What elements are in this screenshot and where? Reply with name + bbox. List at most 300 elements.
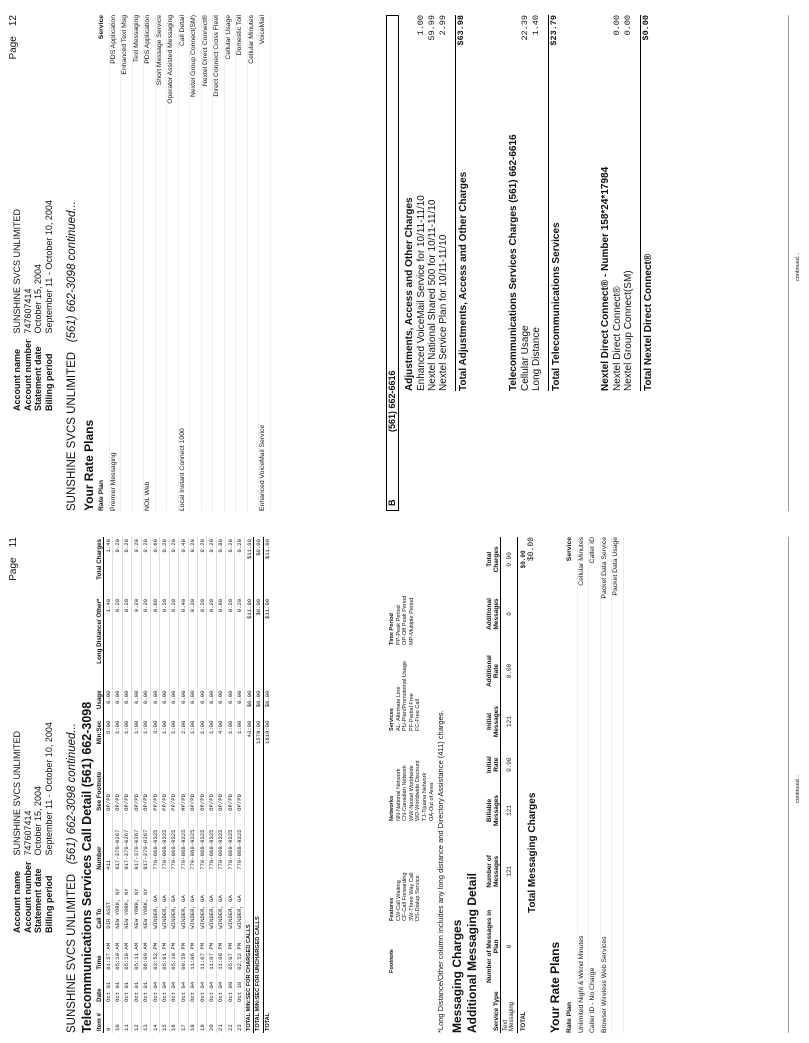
call-column-header: Total Charges xyxy=(96,537,104,597)
call-cell: 1:00 xyxy=(197,719,206,756)
call-total-row xyxy=(254,537,263,1033)
call-cell: 0.20 xyxy=(188,597,197,689)
call-cell: OP/PD xyxy=(188,755,197,812)
telecom-section xyxy=(508,15,565,391)
rate-plans-table xyxy=(98,15,271,511)
call-total-label: TOTAL xyxy=(263,755,272,1033)
charge-amount: 59.99 xyxy=(427,15,437,41)
header-label: Account number xyxy=(22,861,33,933)
messaging-column-header: Billable Messages xyxy=(486,782,501,839)
rate-plan-service: Call Detail xyxy=(178,15,186,46)
account-name: SUNSHINE SVCS UNLIMITED xyxy=(12,730,22,856)
call-cell: Oct 01 xyxy=(122,972,131,1004)
call-cell: 01:57 AM xyxy=(104,931,113,972)
call-cell: Oct 04 xyxy=(188,972,197,1004)
call-row xyxy=(122,537,131,1033)
rate-plan-row xyxy=(167,15,179,511)
call-cell: WINDER, GA xyxy=(169,872,178,931)
call-cell: 0.20 xyxy=(226,597,235,689)
call-cell: 0.20 xyxy=(207,537,216,597)
legend-item: WD-Worldwide Discount xyxy=(415,760,422,821)
call-total-ld: $11.00 xyxy=(263,597,272,689)
call-cell: 0.00 xyxy=(141,688,150,718)
call-cell: Oct 10 xyxy=(235,972,244,1004)
call-cell: 22 xyxy=(226,1004,235,1033)
call-cell: 0.00 xyxy=(104,688,113,718)
additional-messaging-title: Additional Messaging Detail xyxy=(465,872,479,1033)
charge-line xyxy=(438,15,449,391)
call-total-row xyxy=(244,537,253,1033)
rate-plan-row xyxy=(248,15,260,511)
call-cell: NEW YORK, NY xyxy=(113,872,122,931)
rate-plans-header xyxy=(98,15,110,511)
legend-item: TJ-Tijuana Network xyxy=(421,772,428,821)
continued-line: (561) 662-3098 continued... xyxy=(66,723,78,865)
call-cell: 917-370-0267 xyxy=(141,813,150,872)
call-cell: 770-868-9325 xyxy=(207,813,216,872)
call-cell: 0.20 xyxy=(226,537,235,597)
call-cell: 0.00 xyxy=(132,688,141,718)
legend-item: OP-Off Peak Period xyxy=(402,595,409,645)
messaging-cell: 121 xyxy=(505,716,513,727)
call-total-total: $11.00 xyxy=(244,537,253,597)
call-cell: OP/PD xyxy=(113,755,122,812)
call-cell: Oct 04 xyxy=(216,972,225,1004)
charge-amount: 2.99 xyxy=(438,15,448,36)
continued-marker: continued... xyxy=(795,252,801,281)
call-total-total: $11.00 xyxy=(263,537,272,597)
charge-amount: 1.00 xyxy=(416,15,426,36)
rate-plan-row xyxy=(190,15,202,511)
call-cell: WINDER, GA xyxy=(179,872,188,931)
legend-item: NN-National Network xyxy=(395,768,402,821)
total-messaging-value: $0.00 xyxy=(527,537,536,562)
call-cell: Oct 04 xyxy=(207,972,216,1004)
services-title: Services xyxy=(389,707,395,731)
call-total-label: TOTAL MIN:SEC FOR CHARGED CALLS xyxy=(244,755,253,1033)
call-cell: 0.20 xyxy=(235,537,244,597)
rate-plan-row xyxy=(589,537,601,1033)
call-cell: 0.20 xyxy=(197,537,206,597)
legend-item: PU-Plan/Promotional Usage xyxy=(402,661,409,731)
call-column-header: Long Distance/ Other* xyxy=(96,597,104,689)
page-number-value: 12 xyxy=(8,15,19,27)
call-row xyxy=(132,537,141,1033)
call-row xyxy=(104,537,113,1033)
call-cell: Oct 04 xyxy=(169,972,178,1004)
rate-plan-row xyxy=(225,15,237,511)
rate-plan-service: Operator Assisted Messaging xyxy=(167,15,174,104)
statement-date: October 15, 2004 xyxy=(33,785,43,856)
call-cell: PP/PD xyxy=(150,755,159,812)
call-cell: 0.80 xyxy=(216,597,225,689)
rate-plans-title: Your Rate Plans xyxy=(548,941,562,1033)
charge-label: Nextel National Shared 500 for 10/11-11/10 xyxy=(427,199,438,391)
long-distance-note: *Long Distance/Other column includes any long distance and Directory Assistance (411) charges. xyxy=(436,710,445,1033)
call-cell: 11 xyxy=(122,1004,131,1033)
call-cell: 1.40 xyxy=(104,597,113,689)
call-cell: 12 xyxy=(132,1004,141,1033)
rate-plan-row xyxy=(578,537,590,1033)
call-total-label: TOTAL MIN:SEC FOR UNCHARGED CALLS xyxy=(254,755,263,1033)
rate-plan-service: Nextel Direct Connect® xyxy=(201,15,209,87)
messaging-column-header: Total Charges xyxy=(486,537,501,582)
services-legend xyxy=(389,661,422,731)
charge-line xyxy=(531,15,542,391)
call-cell: 11:06 PM xyxy=(188,931,197,972)
call-cell: 0.20 xyxy=(141,597,150,689)
charge-amount: 0.00 xyxy=(623,15,633,36)
call-cell: 1:00 xyxy=(160,719,169,756)
call-cell: 21 xyxy=(216,1004,225,1033)
account-header xyxy=(12,194,54,411)
call-row xyxy=(169,537,178,1033)
call-cell: 0.20 xyxy=(169,537,178,597)
call-cell: 4:00 xyxy=(216,719,225,756)
continued-line: (561) 662-3098 continued... xyxy=(66,201,78,343)
call-total-usage: $0.00 xyxy=(254,688,263,718)
call-cell: 0.20 xyxy=(132,597,141,689)
call-row xyxy=(197,537,206,1033)
messaging-column-header: Additional Messages xyxy=(486,582,501,646)
rate-plan-row xyxy=(121,15,133,511)
call-cell: 16 xyxy=(169,1004,178,1033)
call-column-header: Call To xyxy=(96,872,104,931)
call-cell: 0.20 xyxy=(160,597,169,689)
call-cell: 14 xyxy=(150,1004,159,1033)
time-period-legend xyxy=(389,596,415,645)
time-title: Time Period xyxy=(389,613,395,645)
rate-plan-name: Local Instant Connect 1000 xyxy=(178,428,186,511)
rate-plan-row xyxy=(179,15,191,511)
adjustments-total xyxy=(455,15,472,391)
charge-label: Nextel Group Connect(SM) xyxy=(623,270,634,391)
billing-period: September 11 - October 10, 2004 xyxy=(43,200,54,334)
section-letter: B xyxy=(387,499,397,506)
rate-plan-name: Unlimited Night & Wknd Minutes xyxy=(577,935,585,1033)
legend-item: WW-Nextel Worldwide xyxy=(408,765,415,821)
header-label: Billing period xyxy=(43,875,54,933)
legend-item: AL- Alternate Line xyxy=(395,686,402,731)
call-cell: 411 xyxy=(104,813,113,872)
service-col: Service xyxy=(566,537,573,562)
call-column-header: Item # xyxy=(96,1004,104,1033)
rate-plan-service: Caller ID xyxy=(589,537,596,564)
company-line xyxy=(66,723,78,1033)
call-cell: 19 xyxy=(197,1004,206,1033)
charge-label: Long Distance xyxy=(531,327,542,391)
charge-line xyxy=(520,15,531,391)
company-line xyxy=(66,201,78,511)
adjustments-total-value: $63.98 xyxy=(456,15,466,46)
rate-plan-row xyxy=(259,15,271,511)
page-divider xyxy=(788,537,789,1033)
call-cell: 15 xyxy=(160,1004,169,1033)
account-name: SUNSHINE SVCS UNLIMITED xyxy=(12,208,22,334)
rate-plan-service: PDS Application xyxy=(144,15,151,64)
call-cell: OP/PD xyxy=(197,755,206,812)
call-cell: Oct 04 xyxy=(197,972,206,1004)
call-row xyxy=(150,537,159,1033)
call-column-header: Number xyxy=(96,813,104,872)
telecom-total xyxy=(548,15,565,391)
legend-item: CF-Call Forwarding xyxy=(402,872,409,921)
rate-plan-service: Domestic Toll xyxy=(236,15,243,56)
messaging-column-header: Number of Messages xyxy=(486,839,501,904)
call-row xyxy=(160,537,169,1033)
rate-plan-name: Caller ID - No Charge xyxy=(589,967,596,1033)
call-cell: Oct 01 xyxy=(132,972,141,1004)
call-cell: 0.00 xyxy=(122,688,131,718)
call-cell: OP/PD xyxy=(122,755,131,812)
call-cell: 0.20 xyxy=(122,537,131,597)
call-row xyxy=(235,537,244,1033)
rate-plan-service: Cellular Usage xyxy=(224,15,232,60)
call-total-ld: $0.00 xyxy=(254,597,263,689)
rate-plan-service: Cellular Minutes xyxy=(577,537,585,586)
call-cell: 0.20 xyxy=(122,597,131,689)
call-cell: OP/PD xyxy=(132,755,141,812)
call-detail-title: Telecommunications Services Call Detail (561) 662-3098 xyxy=(80,701,94,1033)
continued-marker: continued... xyxy=(795,774,801,803)
call-cell: NEW YORK, NY xyxy=(132,872,141,931)
call-cell: Oct 04 xyxy=(150,972,159,1004)
footnote-label: Footnote xyxy=(389,949,395,973)
call-detail-table xyxy=(96,537,272,1033)
call-cell: OP/PD xyxy=(207,755,216,812)
messaging-cell: 121 xyxy=(505,865,513,877)
networks-legend xyxy=(389,760,435,821)
line-section-box xyxy=(386,15,399,511)
call-cell: Oct 01 xyxy=(113,972,122,1004)
call-cell: 0.00 xyxy=(150,688,159,718)
call-cell: 9 xyxy=(104,1004,113,1033)
messaging-cell: 0 xyxy=(505,612,513,616)
call-cell: 05:18 PM xyxy=(169,931,178,972)
legend-item: MP-Multiple Period xyxy=(408,597,415,645)
call-cell: 0.40 xyxy=(179,597,188,689)
call-cell: 05:01 PM xyxy=(160,931,169,972)
account-header xyxy=(12,716,54,933)
call-cell: 18 xyxy=(188,1004,197,1033)
charge-label: Nextel Direct Connect® xyxy=(612,286,623,391)
messaging-cell: 0.00 xyxy=(505,552,513,567)
call-cell: 0.60 xyxy=(150,597,159,689)
call-cell: 08:59 PM xyxy=(179,931,188,972)
messaging-charges-title: Messaging Charges xyxy=(450,919,464,1033)
call-cell: 1:00 xyxy=(113,719,122,756)
call-cell: 0.20 xyxy=(113,597,122,689)
page-number xyxy=(8,537,19,591)
call-total-row xyxy=(263,537,272,1033)
rate-plans-title: Your Rate Plans xyxy=(82,419,96,511)
call-cell: WINDER, GA xyxy=(216,872,225,931)
call-cell: 06:09 AM xyxy=(141,931,150,972)
legend-item: PP-Peak Period xyxy=(395,605,402,645)
call-cell: OP/PD xyxy=(141,755,150,812)
header-label: Statement date xyxy=(33,868,43,933)
rate-plan-row xyxy=(601,537,613,1033)
call-cell: 23 xyxy=(235,1004,244,1033)
call-cell: NEW YORK, NY xyxy=(141,872,150,931)
call-cell: PP/PD xyxy=(160,755,169,812)
call-total-minsec: 1619:00 xyxy=(263,719,272,756)
call-cell: Oct 01 xyxy=(104,972,113,1004)
call-cell: Oct 01 xyxy=(141,972,150,1004)
call-total-minsec: 1579:00 xyxy=(254,719,263,756)
legend-item: DS-Dialup Service xyxy=(415,875,422,921)
call-cell: WINDER, GA xyxy=(160,872,169,931)
charge-amount: 0.00 xyxy=(612,15,622,36)
call-cell: WINDER, GA xyxy=(207,872,216,931)
call-cell: 770-868-9325 xyxy=(188,813,197,872)
call-cell: 770-868-9325 xyxy=(226,813,235,872)
call-column-header: Usage xyxy=(96,688,104,718)
company-name: SUNSHINE SVCS UNLIMITED xyxy=(66,351,78,511)
charge-label: Enhanced VoiceMail Service for 10/11-11/10 xyxy=(416,195,427,391)
call-column-header: Time xyxy=(96,931,104,972)
rate-plan-name: Browser Wireless Web Services xyxy=(600,936,608,1033)
header-label: Account name xyxy=(12,870,22,933)
rate-plans-table xyxy=(566,537,624,1033)
call-cell: 0.00 xyxy=(169,688,178,718)
direct-connect-total-value: $0.00 xyxy=(641,15,651,41)
rate-plan-service: PDS Application xyxy=(109,15,117,64)
call-cell: 0.00 xyxy=(188,688,197,718)
header-label: Account name xyxy=(12,348,22,411)
call-cell: 11:07 PM xyxy=(207,931,216,972)
rate-plan-name: Enhanced VoiceMail Service xyxy=(259,424,266,511)
call-cell: 0.00 xyxy=(216,688,225,718)
call-cell: 1:00 xyxy=(169,719,178,756)
call-cell: 770-868-9325 xyxy=(216,813,225,872)
charge-amount: 22.39 xyxy=(520,15,530,41)
direct-connect-total xyxy=(640,15,657,391)
call-total-usage: $0.00 xyxy=(244,688,253,718)
call-cell: 770-868-9325 xyxy=(150,813,159,872)
call-cell: 0.00 xyxy=(197,688,206,718)
statement-date: October 15, 2004 xyxy=(33,263,43,334)
messaging-total-row xyxy=(518,537,530,1033)
rate-plan-service: VoiceMail xyxy=(259,15,266,45)
rate-plan-col: Rate Plan xyxy=(566,1002,573,1033)
direct-connect-section xyxy=(600,15,657,391)
rate-plan-service: Direct Connect Cross Fleet xyxy=(213,15,220,97)
call-cell: 1:00 xyxy=(207,719,216,756)
call-cell: 20 xyxy=(207,1004,216,1033)
header-label: Billing period xyxy=(43,353,54,411)
rate-plan-service: Short Message Service xyxy=(155,15,163,86)
call-cell: 770-868-9325 xyxy=(179,813,188,872)
rate-plan-service: Cellular Minutes xyxy=(247,15,255,64)
call-row xyxy=(141,537,150,1033)
page-11 xyxy=(0,523,809,1043)
call-cell: 770-868-9325 xyxy=(169,813,178,872)
call-cell: 0.60 xyxy=(150,537,159,597)
rate-plan-row xyxy=(144,15,156,511)
call-cell: OP/PD xyxy=(226,755,235,812)
call-cell: WINDER, GA xyxy=(197,872,206,931)
call-cell: 03:52 PM xyxy=(150,931,159,972)
rate-plan-service: Enhanced Text Msg xyxy=(121,15,128,75)
charge-line xyxy=(612,15,623,391)
messaging-column-header: Additional Rate xyxy=(486,646,501,696)
adjustments-total-label: Total Adjustments, Access and Other Charges xyxy=(458,171,469,391)
section-phone-number: (561) 662-6616 xyxy=(387,370,397,432)
call-cell: 1:00 xyxy=(122,719,131,756)
charge-line xyxy=(623,15,634,391)
call-row xyxy=(207,537,216,1033)
rate-plan-row xyxy=(213,15,225,511)
call-cell: 0.40 xyxy=(179,537,188,597)
call-cell: 1:00 xyxy=(141,719,150,756)
charge-label: Nextel Service Plan for 10/11-11/10 xyxy=(438,234,449,391)
messaging-cell: 0.00 xyxy=(505,757,513,772)
call-cell: 1.40 xyxy=(104,537,113,597)
call-cell: 0.00 xyxy=(160,688,169,718)
call-column-header: Min:Sec xyxy=(96,719,104,756)
features-legend xyxy=(389,873,422,922)
call-cell: 0.20 xyxy=(207,597,216,689)
adjustments-title: Adjustments, Access and Other Charges xyxy=(404,197,415,391)
call-cell: 3:00 xyxy=(150,719,159,756)
direct-connect-total-label: Total Nextel Direct Connect® xyxy=(643,253,654,391)
call-cell: NEW YORK, NY xyxy=(122,872,131,931)
call-cell: 05:10 AM xyxy=(113,931,122,972)
rate-plan-row xyxy=(612,537,624,1033)
call-row xyxy=(216,537,225,1033)
call-cell: 0.00 xyxy=(226,688,235,718)
call-cell: 1:00 xyxy=(226,719,235,756)
call-row xyxy=(188,537,197,1033)
charge-amount: 1.40 xyxy=(531,15,541,36)
call-cell: 0.20 xyxy=(132,537,141,597)
account-number: 747607414 xyxy=(22,288,33,334)
messaging-cell: 0.00 xyxy=(505,663,513,679)
legend-item: PF-Partial Free xyxy=(408,693,415,731)
messaging-cell: Text Messaging xyxy=(503,1001,515,1031)
call-cell: 11:07 PM xyxy=(197,931,206,972)
rate-plan-service: Packet Data Service xyxy=(600,537,608,599)
messaging-cell: 0 xyxy=(505,944,513,949)
legend-item: FC-Free Call xyxy=(415,698,422,731)
call-cell: WINDER, GA xyxy=(150,872,159,931)
call-cell: 1:00 xyxy=(188,719,197,756)
call-column-header: See Footnote xyxy=(96,755,104,812)
billing-period: September 11 - October 10, 2004 xyxy=(43,722,54,856)
call-cell: 05:11 AM xyxy=(132,931,141,972)
page-12 xyxy=(0,1,809,521)
charge-line xyxy=(427,15,438,391)
adjustments-section xyxy=(404,15,472,391)
call-cell: WINDER, GA xyxy=(226,872,235,931)
rate-plan-service: Text Messaging xyxy=(132,15,140,63)
rate-plans-header xyxy=(566,537,578,1033)
messaging-column-header: Service Type xyxy=(486,989,501,1033)
messaging-column-header: Initial Rate xyxy=(486,747,501,782)
call-cell: 0.20 xyxy=(160,537,169,597)
call-cell: 770-868-9325 xyxy=(197,813,206,872)
call-cell: WINDER, GA xyxy=(188,872,197,931)
call-cell: 5:00 xyxy=(104,719,113,756)
call-row xyxy=(226,537,235,1033)
call-cell: 02:52 PM xyxy=(235,931,244,972)
messaging-detail-table xyxy=(486,537,529,1033)
messaging-row xyxy=(501,537,518,1033)
call-cell: PP/PD xyxy=(169,755,178,812)
company-name: SUNSHINE SVCS UNLIMITED xyxy=(66,873,78,1033)
rate-plan-name: Premier Messaging xyxy=(109,452,117,511)
